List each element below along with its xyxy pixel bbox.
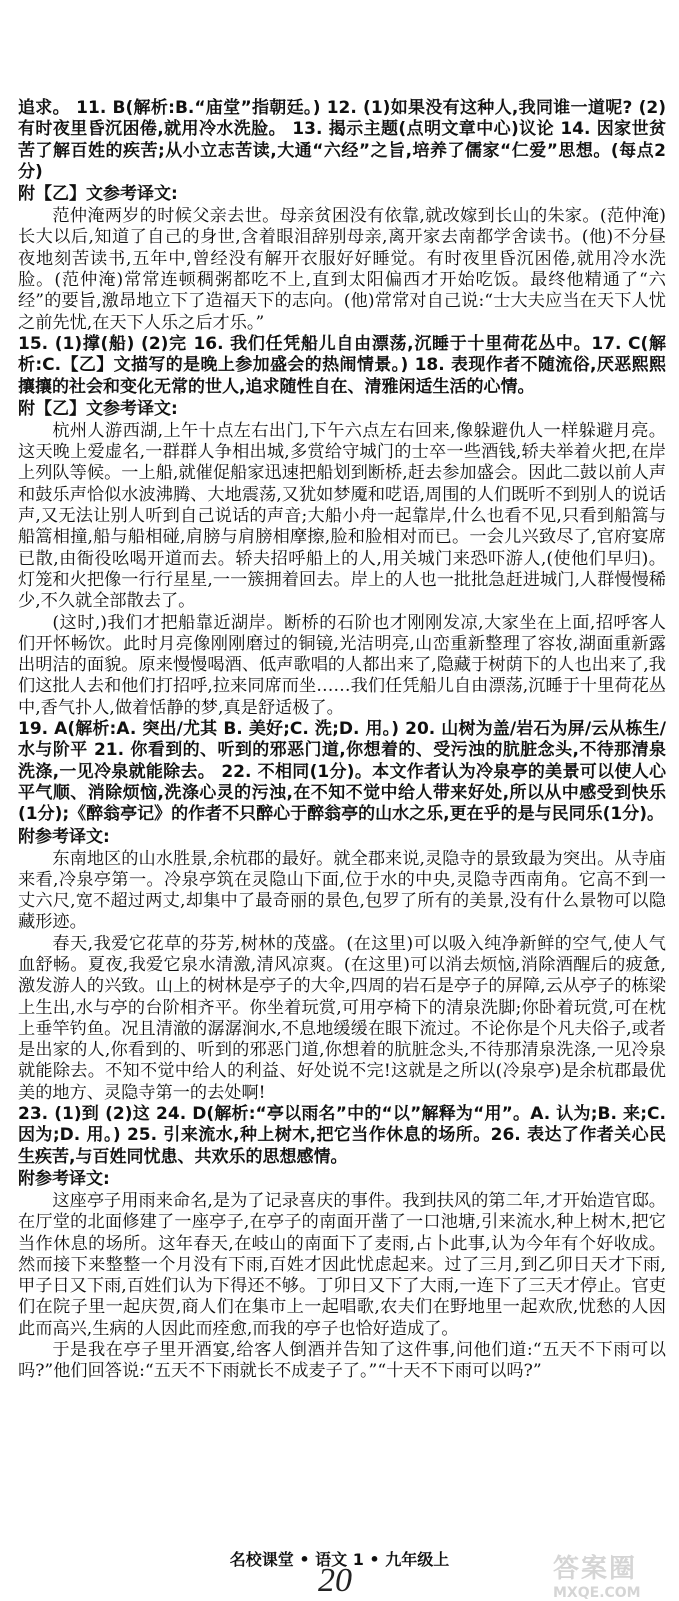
translation-paragraph: 范仲淹两岁的时候父亲去世。母亲贫困没有依靠,就改嫁到长山的朱家。(范仲淹)长大以后,知道了自己的身世,含着眼泪辞别母亲,离开家去南都学舍读书。(他)不分昼夜地刻苦读书,五年中,曾经没有解开衣服好好睡觉。有时夜里昏沉困倦,就用冷水洗脸。(范仲淹)常常连顿稠粥都吃不上,直到太阳偏西才开始吃饭。最终他精通了“六经”的要旨,激昂地立下了造福天下的志向。(他)常常对自己说:“士大夫应当在天下人忧之前先忧,在天下人乐之后才乐。”: [18, 206, 666, 333]
answer-paragraph: 19. A(解析:A. 突出/尤其 B. 美好;C. 洗;D. 用。) 20. 山树为盖/岩石为屏/云从栋生/水与阶平 21. 你看到的、听到的邪恶门道,你想着的、受污浊的肮脏念头,不待那清泉洗涤,一见冷泉就能除去。 22. 不相同(1分)。本文作者认为冷泉亭的美景可以使人心平气顺、消除烦恼,洗涤心灵的污浊,在不知不觉中给人带来好处,所以从中感受到快乐(1分);《醉翁亭记》的作者不只醉心于醉翁亭的山水之乐,更在乎的是与民同乐(1分)。: [18, 719, 666, 825]
answer-paragraph: 23. (1)到 (2)这 24. D(解析:“亭以雨名”中的“以”解释为“用”。A. 认为;B. 来;C. 因为;D. 用。) 25. 引来流水,种上树木,把它当作休息的场所。26. 表达了作者关心民生疾苦,与百姓同忧患、共欢乐的思想感情。: [18, 1104, 666, 1167]
section-heading: 附【乙】文参考译文:: [18, 184, 178, 205]
section-heading: 附参考译文:: [18, 1168, 110, 1189]
translation-paragraph: 于是我在亭子里开酒宴,给客人倒酒并告知了这件事,问他们道:“五天不下雨可以吗?”他们回答说:“五天不下雨就长不成麦子了。”“十天不下雨可以吗?”: [18, 1340, 666, 1382]
section-heading: 附参考译文:: [18, 826, 110, 847]
translation-paragraph: 东南地区的山水胜景,余杭郡的最好。就全郡来说,灵隐寺的景致最为突出。从寺庙来看,冷泉亭第一。冷泉亭筑在灵隐山下面,位于水的中央,灵隐寺西南角。它高不到一丈六尺,宽不超过两丈,却集中了最奇丽的景色,包罗了所有的美景,没有什么景物可以隐藏形迹。: [18, 848, 666, 933]
watermark-title: 答案圈: [553, 1554, 638, 1584]
translation-paragraph: 春天,我爱它花草的芬芳,树林的茂盛。(在这里)可以吸入纯净新鲜的空气,使人气血舒畅。夏夜,我爱它泉水清激,清风凉爽。(在这里)可以消去烦恼,消除酒醒后的疲惫,激发游人的兴致。山上的树林是亭子的大伞,四周的岩石是亭子的屏障,云从亭子的栋梁上生出,水与亭的台阶相齐平。你坐着玩赏,可用亭椅下的清泉洗脚;你卧着玩赏,可在枕上垂竿钓鱼。况且清澈的潺潺涧水,不息地缓缓在眼下流过。不论你是个凡夫俗子,或者是出家的人,你看到的、听到的邪恶门道,你想着的肮脏念头,不待那清泉洗涤,一见冷泉就能除去。不知不觉中给人的利益、好处说不完!这就是之所以(冷泉亭)是余杭郡最优美的地方、灵隐寺第一的去处啊!: [18, 933, 666, 1103]
answer-paragraph: 15. (1)撑(船) (2)完 16. 我们任凭船儿自由漂荡,沉睡于十里荷花丛中。17. C(解析:C.【乙】文描写的是晚上参加盛会的热闹情景。) 18. 表现作者不随流俗,厌恶熙熙攘攘的社会和变化无常的世人,追求随性自在、清雅闲适生活的心情。: [18, 333, 666, 397]
watermark-url: MXQE.COM: [553, 1585, 641, 1601]
answer-paragraph: 追求。 11. B(解析:B.“庙堂”指朝廷。) 12. (1)如果没有这种人,我同谁一道呢? (2)有时夜里昏沉困倦,就用冷水洗脸。 13. 揭示主题(点明文章中心)议论 14. 因家世贫苦了解百姓的疾苦;从小立志苦读,大通“六经”之旨,培养了儒家“仁爱”思想。(每点2分): [18, 98, 666, 182]
answer-text-column: [18, 98, 666, 1383]
translation-paragraph: 这座亭子用雨来命名,是为了记录喜庆的事件。我到扶风的第二年,才开始造官邸。在厅堂的北面修建了一座亭子,在亭子的南面开凿了一口池塘,引来流水,种上树木,把它当作休息的场所。这年春天,在岐山的南面下了麦雨,占卜此事,认为今年有个好收成。然而接下来整整一个月没有下雨,百姓才因此忧虑起来。过了三月,到乙卯日天才下雨,甲子日又下雨,百姓们认为下得还不够。丁卯日又下了大雨,一连下了三天才停止。官吏们在院子里一起庆贺,商人们在集市上一起唱歌,农夫们在野地里一起欢欣,忧愁的人因此而高兴,生病的人因此而痊愈,而我的亭子也恰好造成了。: [18, 1190, 666, 1339]
section-heading: 附【乙】文参考译文:: [18, 398, 178, 419]
watermark-logo: [553, 1548, 671, 1601]
translation-paragraph: (这时,)我们才把船靠近湖岸。断桥的石阶也才刚刚发凉,大家坐在上面,招呼客人们开怀畅饮。此时月亮像刚刚磨过的铜镜,光洁明亮,山峦重新整理了容妆,湖面重新露出明洁的面貌。原来慢慢喝酒、低声歌唱的人都出来了,隐藏于树荫下的人也出来了,我们这批人去和他们打招呼,拉来同席而坐……我们任凭船儿自由漂荡,沉睡于十里荷花丛中,香气扑人,做着恬静的梦,真是舒适极了。: [18, 612, 666, 718]
translation-paragraph: 杭州人游西湖,上午十点左右出门,下午六点左右回来,像躲避仇人一样躲避月亮。这天晚上爱虚名,一群群人争相出城,多赏给守城门的士卒一些酒钱,轿夫举着火把,在岸上列队等候。一上船,就催促船家迅速把船划到断桥,赶去参加盛会。因此二鼓以前人声和鼓乐声恰似水波沸腾、大地震荡,又犹如梦魇和呓语,周围的人们既听不到别人的说话声,又无法让别人听到自己说话的声音;大船小舟一起靠岸,什么也看不见,只看到船篙与船篙相撞,船与船相碰,肩膀与肩膀相摩擦,脸和脸相对而已。一会儿兴致尽了,官府宴席已散,由衙役吆喝开道而去。轿夫招呼船上的人,用关城门来恐吓游人,(使他们早归)。灯笼和火把像一行行星星,一一簇拥着回去。岸上的人也一批批急赶进城门,人群慢慢稀少,不久就全部散去了。: [18, 420, 666, 612]
handwritten-page-number: 20: [318, 1562, 352, 1599]
page-footer: 名校课堂 • 语文 1 • 九年级上: [229, 1550, 450, 1569]
